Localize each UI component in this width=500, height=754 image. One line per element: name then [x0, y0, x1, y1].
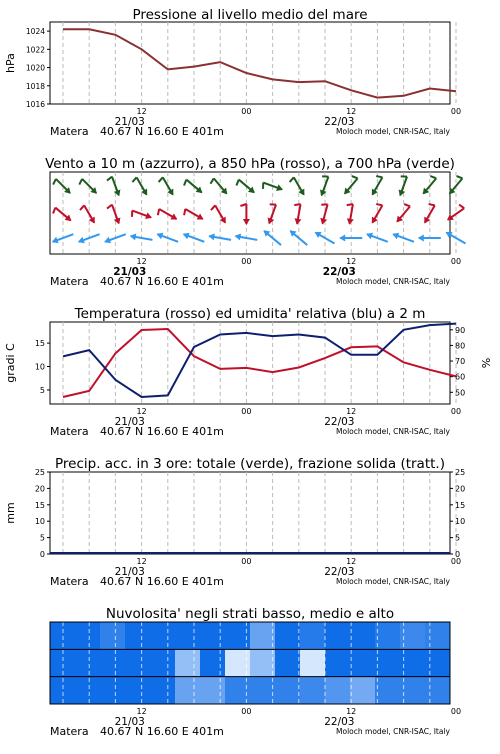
y2-tick-label: 60 — [455, 373, 465, 382]
wind-arrow-barb — [53, 208, 55, 214]
wind-arrow-head — [339, 235, 345, 242]
cloud-cell — [125, 677, 151, 705]
cloud-cell — [300, 622, 326, 650]
model-credit: Moloch model, CNR-ISAC, Italy — [336, 727, 451, 736]
cloud-cell — [125, 649, 151, 677]
time-tick-label: 12 — [137, 557, 147, 566]
time-tick-label: 00 — [451, 707, 461, 716]
y2-tick-label: 15 — [455, 501, 465, 510]
time-tick-label: 12 — [346, 557, 356, 566]
y-axis-label: mm — [4, 502, 17, 523]
station-coords: 40.67 N 16.60 E 401m — [100, 125, 224, 138]
cloud-cell — [425, 622, 451, 650]
pressure-line — [63, 29, 456, 97]
model-credit: Moloch model, CNR-ISAC, Italy — [336, 277, 451, 286]
wind-arrow-barb — [158, 209, 159, 215]
cloud-cell — [350, 622, 376, 650]
wind-arrow — [347, 204, 354, 225]
wind-arrow — [372, 176, 383, 195]
cloud-cell — [250, 649, 276, 677]
wind-arrow — [446, 232, 466, 244]
y-tick-label: 10 — [35, 517, 45, 526]
y-tick-label: 10 — [35, 363, 45, 372]
plot-frame — [50, 472, 450, 554]
cloud-cell — [250, 677, 276, 705]
y-axis-label: gradi C — [4, 343, 17, 383]
wind-arrow — [320, 204, 327, 224]
wind-arrow — [107, 177, 120, 197]
cloud-cell — [275, 649, 301, 677]
wind-arrow-head — [243, 219, 250, 225]
wind-arrow — [268, 204, 276, 224]
y-tick-label: 5 — [40, 386, 45, 395]
date-label: 21/03 — [113, 266, 146, 278]
wind-arrow — [235, 234, 258, 241]
cloud-cell — [325, 677, 351, 705]
cloud-cell — [150, 677, 176, 705]
y-tick-label: 1020 — [26, 64, 45, 73]
wind-arrow — [157, 233, 179, 242]
chart-title: Pressione al livello medio del mare — [132, 7, 367, 23]
station-place: Matera — [50, 575, 89, 588]
wind-arrow-barb — [79, 179, 82, 185]
y2-tick-label: 5 — [455, 534, 460, 543]
time-tick-label: 12 — [137, 707, 147, 716]
cloud-cell — [100, 649, 126, 677]
date-label: 21/03 — [115, 716, 145, 728]
y-tick-label: 15 — [35, 501, 45, 510]
wind-arrow-barb — [236, 180, 238, 186]
wind-arrow-barb — [376, 176, 382, 177]
station-coords: 40.67 N 16.60 E 401m — [100, 575, 224, 588]
cloud-cell — [325, 649, 351, 677]
wind-arrow-barb — [210, 178, 213, 183]
wind-arrow — [240, 204, 250, 225]
wind-arrow-barb — [429, 204, 435, 205]
y-tick-label: 20 — [35, 484, 45, 493]
cloud-cell — [175, 649, 201, 677]
wind-arrow — [294, 204, 301, 225]
y-axis-label: hPa — [4, 53, 17, 73]
date-label: 22/03 — [324, 416, 354, 428]
cloud-cell — [75, 649, 101, 677]
station-coords: 40.67 N 16.60 E 401m — [100, 725, 224, 738]
wind-arrow — [344, 176, 358, 194]
wind-arrow-barb — [211, 205, 215, 210]
chart-title: Temperatura (rosso) ed umidita' relativa (blu) a 2 m — [74, 306, 426, 322]
cloud-cell — [200, 649, 226, 677]
wind-arrow — [211, 205, 226, 223]
wind-arrow-barb — [457, 176, 463, 178]
cloud-cell — [250, 622, 276, 650]
time-tick-label: 00 — [241, 407, 251, 416]
cloud-cell — [350, 649, 376, 677]
wind-arrow-barb — [352, 176, 358, 178]
wind-arrow — [236, 180, 254, 194]
y-tick-label: 0 — [40, 550, 45, 559]
wind-arrow-barb — [294, 204, 300, 205]
y2-tick-label: 10 — [455, 517, 465, 526]
time-tick-label: 00 — [241, 557, 251, 566]
wind-arrow — [372, 204, 383, 223]
y-tick-label: 1024 — [26, 27, 45, 36]
wind-arrow-barb — [404, 204, 410, 206]
wind-arrow — [399, 176, 407, 196]
time-tick-label: 12 — [346, 257, 356, 266]
y-tick-label: 1022 — [26, 45, 45, 54]
wind-arrow-barb — [53, 179, 56, 185]
wind-arrow-barb — [459, 204, 464, 208]
station-place: Matera — [50, 425, 89, 438]
wind-arrow-barb — [80, 205, 84, 210]
wind-arrow — [208, 234, 231, 241]
wind-arrow — [392, 233, 414, 242]
date-label: 22/03 — [324, 116, 354, 128]
cloud-cell — [200, 677, 226, 705]
wind-arrow — [80, 205, 95, 223]
chart-title: Vento a 10 m (azzurro), a 850 hPa (rosso), a 700 hPa (verde) — [45, 156, 455, 172]
y-tick-label: 1018 — [26, 82, 45, 91]
wind-arrow-barb — [376, 204, 382, 205]
cloud-cell — [375, 649, 401, 677]
cloud-cell — [300, 649, 326, 677]
cloud-cell — [375, 677, 401, 705]
wind-arrow — [449, 176, 463, 194]
wind-arrow — [159, 177, 174, 195]
wind-arrow — [315, 232, 335, 244]
date-label: 22/03 — [323, 266, 356, 278]
y2-tick-label: 20 — [455, 484, 465, 493]
y2-tick-label: 90 — [455, 326, 465, 335]
wind-arrow — [423, 176, 437, 194]
wind-arrow — [320, 176, 328, 196]
y2-tick-label: 25 — [455, 468, 465, 477]
cloud-cell — [350, 677, 376, 705]
cloud-cell — [425, 649, 451, 677]
date-label: 21/03 — [115, 416, 145, 428]
y-tick-label: 15 — [35, 339, 45, 348]
wind-arrow — [130, 234, 153, 241]
cloud-cell — [125, 622, 151, 650]
y-tick-label: 5 — [40, 534, 45, 543]
temperature-line — [63, 329, 456, 397]
cloud-cell — [200, 622, 226, 650]
y2-tick-label: 80 — [455, 341, 465, 350]
y2-axis-label: % — [480, 358, 493, 368]
time-tick-label: 00 — [451, 557, 461, 566]
y-tick-label: 1016 — [26, 100, 45, 109]
wind-arrow — [53, 208, 71, 222]
humidity-line — [63, 324, 456, 397]
time-tick-label: 12 — [137, 257, 147, 266]
time-tick-label: 00 — [241, 257, 251, 266]
time-tick-label: 12 — [137, 107, 147, 116]
cloud-cell — [325, 622, 351, 650]
time-tick-label: 00 — [451, 257, 461, 266]
wind-arrow-barb — [132, 177, 136, 182]
cloud-cell — [100, 677, 126, 705]
cloud-cell — [275, 622, 301, 650]
time-tick-label: 12 — [137, 407, 147, 416]
wind-arrow-barb — [184, 180, 186, 186]
time-tick-label: 00 — [241, 107, 251, 116]
cloud-cell — [150, 622, 176, 650]
y-tick-label: 25 — [35, 468, 45, 477]
time-tick-label: 12 — [346, 107, 356, 116]
y2-tick-label: 70 — [455, 357, 465, 366]
wind-arrow — [132, 177, 147, 195]
wind-arrow — [53, 179, 71, 194]
wind-arrow-barb — [107, 205, 112, 209]
wind-arrow — [79, 179, 97, 194]
station-place: Matera — [50, 725, 89, 738]
station-coords: 40.67 N 16.60 E 401m — [100, 275, 224, 288]
cloud-cell — [75, 677, 101, 705]
model-credit: Moloch model, CNR-ISAC, Italy — [336, 577, 451, 586]
time-tick-label: 00 — [451, 407, 461, 416]
chart-title: Nuvolosita' negli strati basso, medio e alto — [106, 606, 394, 622]
date-label: 22/03 — [324, 566, 354, 578]
cloud-cell — [100, 622, 126, 650]
wind-arrow-barb — [347, 204, 353, 205]
wind-arrow-barb — [184, 209, 185, 215]
time-tick-label: 00 — [451, 107, 461, 116]
cloud-cell — [300, 677, 326, 705]
wind-arrow — [424, 204, 435, 223]
wind-arrow-barb — [159, 177, 163, 182]
chart-title: Precip. acc. in 3 ore: totale (verde), frazione solida (tratt.) — [55, 456, 445, 472]
wind-arrow — [366, 233, 388, 242]
cloud-cell — [75, 622, 101, 650]
station-place: Matera — [50, 275, 89, 288]
wind-arrow-barb — [107, 177, 112, 181]
wind-arrow-barb — [290, 177, 294, 182]
wind-arrow — [184, 180, 202, 194]
wind-arrow — [210, 178, 227, 194]
date-label: 21/03 — [115, 116, 145, 128]
time-tick-label: 00 — [241, 707, 251, 716]
station-place: Matera — [50, 125, 89, 138]
wind-arrow-head — [418, 235, 424, 242]
cloud-cell — [275, 677, 301, 705]
cloud-cell — [375, 622, 401, 650]
date-label: 22/03 — [324, 716, 354, 728]
station-coords: 40.67 N 16.60 E 401m — [100, 425, 224, 438]
cloud-cell — [425, 677, 451, 705]
y2-tick-label: 50 — [455, 388, 465, 397]
wind-arrow — [183, 233, 205, 242]
wind-arrow-head — [320, 218, 327, 225]
time-tick-label: 12 — [346, 707, 356, 716]
wind-arrow — [107, 205, 120, 225]
wind-arrow-barb — [430, 176, 436, 178]
y2-tick-label: 0 — [455, 550, 460, 559]
cloud-cell — [175, 677, 201, 705]
wind-arrow — [397, 204, 411, 222]
model-credit: Moloch model, CNR-ISAC, Italy — [336, 427, 451, 436]
wind-arrow — [290, 177, 305, 195]
date-label: 21/03 — [115, 566, 145, 578]
model-credit: Moloch model, CNR-ISAC, Italy — [336, 127, 451, 136]
cloud-cell — [175, 622, 201, 650]
time-tick-label: 12 — [346, 407, 356, 416]
cloud-cell — [150, 649, 176, 677]
